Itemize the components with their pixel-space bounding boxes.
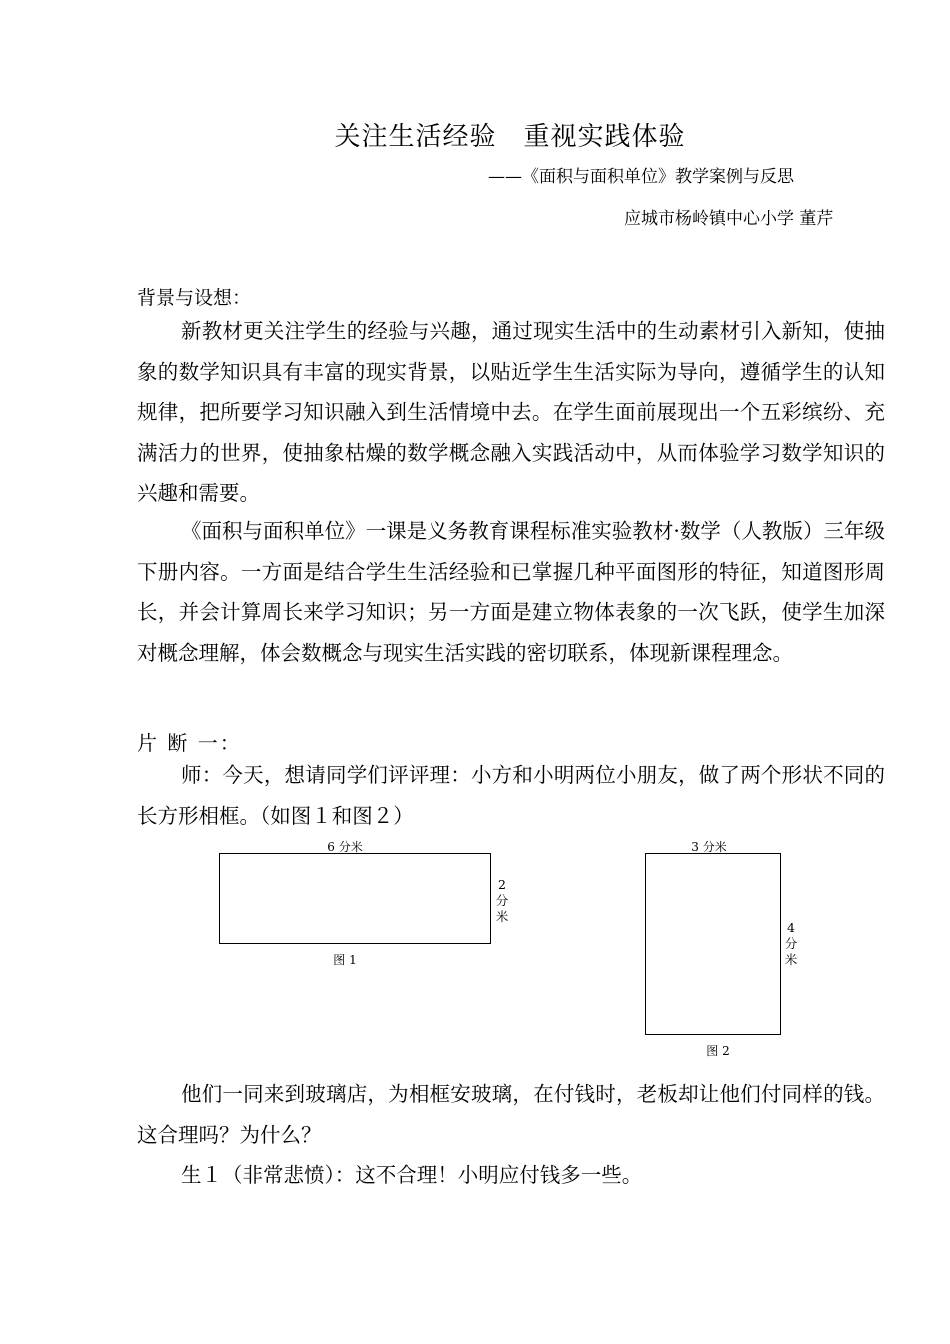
figure-2-height-value: 4 <box>787 920 795 935</box>
paragraph-student-1: 生１（非常悲愤）：这不合理！小明应付钱多一些。 <box>181 1163 643 1187</box>
document-subtitle: ——《面积与面积单位》教学案例与反思 <box>488 167 794 187</box>
paragraph-teacher-question: 师：今天，想请同学们评评理：小方和小明两位小朋友，做了两个形状不同的长方形相框。（如图１和图２） <box>137 763 885 828</box>
section-heading-background: 背景与设想： <box>137 287 252 309</box>
figure-2-rectangle <box>645 853 781 1035</box>
figure-2-width-label: 3 分米 <box>691 840 727 854</box>
figure-1-height-value: 2 <box>498 877 506 892</box>
paragraph-glass-shop: 他们一同来到玻璃店，为相框安玻璃，在付钱时，老板却让他们付同样的钱。这合理吗？为什么？ <box>137 1082 885 1147</box>
paragraph-background-2: 《面积与面积单位》一课是义务教育课程标准实验教材·数学（人教版）三年级下册内容。一方面是结合学生生活经验和已掌握几种平面图形的特征，知道图形周长，并会计算周长来学习知识；另一方面是建立物体表象的一次飞跃，使学生加深对概念理解，体会数概念与现实生活实践的密切联系，体现新课程理念。 <box>137 519 885 665</box>
figure-2-caption: 图 2 <box>706 1044 730 1058</box>
figure-1-caption: 图 1 <box>333 953 357 967</box>
figure-2-height-label <box>783 920 799 968</box>
author-line: 应城市杨岭镇中心小学 董芹 <box>624 209 834 229</box>
section-heading-fragment-one: 片 断 一： <box>137 731 242 755</box>
figure-1-height-unit-2: 米 <box>495 909 509 924</box>
figure-1-rectangle <box>219 853 491 944</box>
figure-2-height-unit-1: 分 <box>784 936 798 951</box>
figure-1-height-label <box>494 877 510 925</box>
document-title: 关注生活经验 重视实践体验 <box>334 122 686 152</box>
figure-1-width-label: 6 分米 <box>327 840 363 854</box>
paragraph-background-1: 新教材更关注学生的经验与兴趣，通过现实生活中的生动素材引入新知，使抽象的数学知识具有丰富的现实背景，以贴近学生生活实际为导向，遵循学生的认知规律，把所要学习知识融入到生活情境中去。在学生面前展现出一个五彩缤纷、充满活力的世界，使抽象枯燥的数学概念融入实践活动中，从而体验学习数学知识的兴趣和需要。 <box>137 319 885 505</box>
figure-1-height-unit-1: 分 <box>495 893 509 908</box>
figure-2-height-unit-2: 米 <box>784 952 798 967</box>
